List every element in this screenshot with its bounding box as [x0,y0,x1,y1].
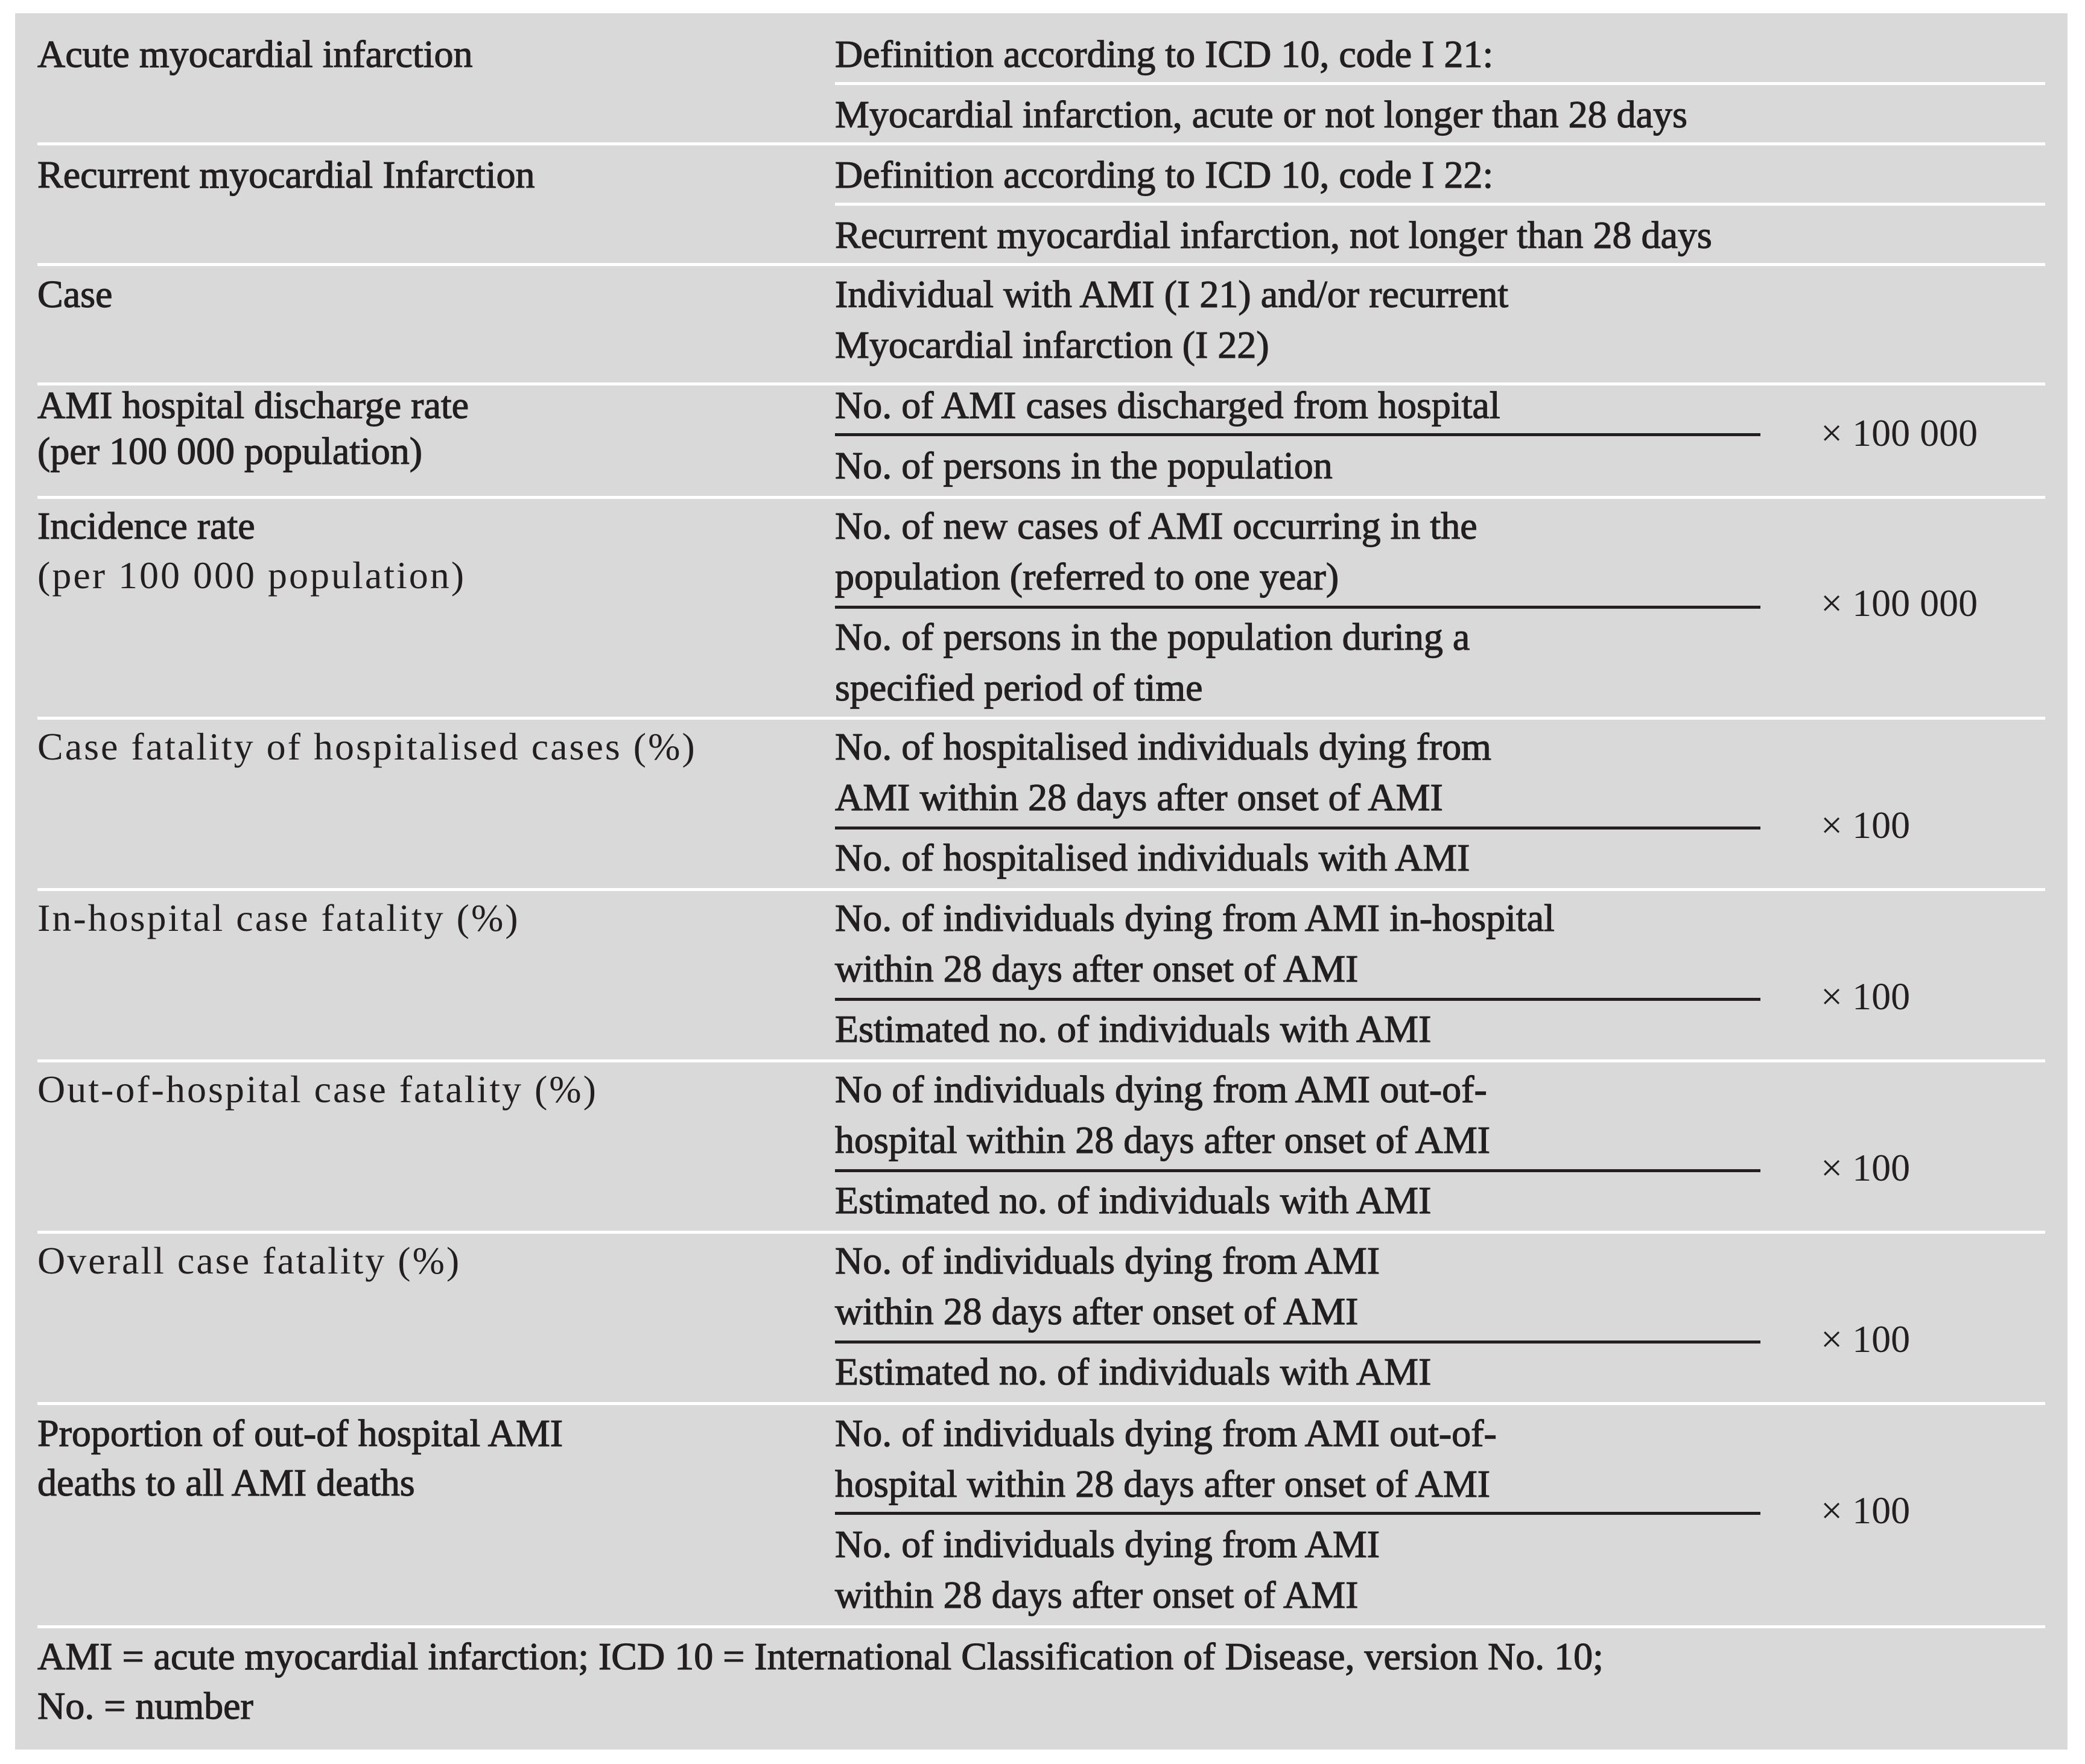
sub-separator [835,203,2045,206]
numerator-line: hospital within 28 days after onset of AMI [835,1118,1491,1161]
numerator-line: within 28 days after onset of AMI [835,947,1359,990]
multiplier: × 100 000 [1821,582,1978,624]
denominator-line: No. of persons in the population during a [835,615,1470,658]
row-term-case-fatality-hospitalised: Case fatality of hospitalised cases (%) [37,725,697,768]
row-term-case: Case [37,273,113,316]
numerator-line: No of individuals dying from AMI out-of- [835,1068,1487,1111]
multiplier: × 100 [1821,1318,1911,1360]
row-separator [37,1059,2045,1062]
fraction-line [835,433,1760,436]
numerator-line: No. of AMI cases discharged from hospital [835,384,1500,427]
numerator-line: hospital within 28 days after onset of AMI [835,1462,1491,1505]
denominator-line: Estimated no. of individuals with AMI [835,1179,1432,1222]
multiplier: × 100 000 [1821,411,1978,454]
row-def-line: Definition according to ICD 10, code I 22: [835,153,1494,196]
fraction-line [835,826,1760,830]
row-term-proportion-out-of-hospital: Proportion of out-of hospital AMI [37,1412,563,1455]
fraction-line [835,606,1760,609]
footnote-line: AMI = acute myocardial infarction; ICD 10 = International Classification of Disease, version No. 10; [37,1635,1604,1678]
row-term-sub: (per 100 000 population) [37,430,423,472]
numerator-line: within 28 days after onset of AMI [835,1290,1359,1333]
denominator-line: Estimated no. of individuals with AMI [835,1007,1432,1050]
row-def-line: Recurrent myocardial infarction, not longer than 28 days [835,214,1712,256]
numerator-line: No. of individuals dying from AMI out-of- [835,1412,1497,1455]
sub-separator [835,82,2045,85]
row-def-line: Myocardial infarction, acute or not longer than 28 days [835,93,1687,136]
row-term-acute-mi: Acute myocardial infarction [37,33,473,75]
denominator-line: within 28 days after onset of AMI [835,1573,1359,1616]
row-term-discharge-rate: AMI hospital discharge rate [37,384,469,427]
denominator-line: specified period of time [835,666,1203,709]
fraction-line [835,1512,1760,1515]
denominator-line: No. of hospitalised individuals with AMI [835,836,1470,879]
row-def-line: Definition according to ICD 10, code I 21: [835,33,1494,75]
denominator-line: Estimated no. of individuals with AMI [835,1350,1432,1393]
row-separator [37,1402,2045,1405]
row-separator [37,1625,2045,1628]
multiplier: × 100 [1821,975,1911,1018]
row-term-recurrent-mi: Recurrent myocardial Infarction [37,153,535,196]
row-separator [37,888,2045,891]
row-term-sub: deaths to all AMI deaths [37,1461,415,1504]
denominator-line: No. of persons in the population [835,444,1333,487]
row-separator [37,496,2045,499]
numerator-line: population (referred to one year) [835,555,1339,598]
numerator-line: No. of hospitalised individuals dying from [835,725,1491,768]
row-term-out-of-hospital-fatality: Out-of-hospital case fatality (%) [37,1068,598,1111]
fraction-line [835,998,1760,1001]
row-separator [37,263,2045,266]
row-term-in-hospital-fatality: In-hospital case fatality (%) [37,896,520,939]
row-def-line: Individual with AMI (I 21) and/or recurrent [835,273,1509,316]
row-separator [37,142,2045,145]
numerator-line: No. of individuals dying from AMI in-hospital [835,896,1555,939]
denominator-line: No. of individuals dying from AMI [835,1523,1380,1566]
row-term-overall-fatality: Overall case fatality (%) [37,1239,462,1282]
multiplier: × 100 [1821,804,1911,846]
multiplier: × 100 [1821,1146,1911,1189]
numerator-line: No. of new cases of AMI occurring in the [835,504,1477,547]
fraction-line [835,1169,1760,1172]
row-def-line: Myocardial infarction (I 22) [835,323,1269,366]
footnote-line: No. = number [37,1684,253,1727]
row-term-sub: (per 100 000 population) [37,554,466,597]
numerator-line: AMI within 28 days after onset of AMI [835,776,1443,819]
row-separator [37,1231,2045,1234]
row-separator [37,717,2045,720]
row-term-incidence-rate: Incidence rate [37,504,255,547]
numerator-line: No. of individuals dying from AMI [835,1239,1380,1282]
fraction-line [835,1340,1760,1344]
multiplier: × 100 [1821,1489,1911,1532]
